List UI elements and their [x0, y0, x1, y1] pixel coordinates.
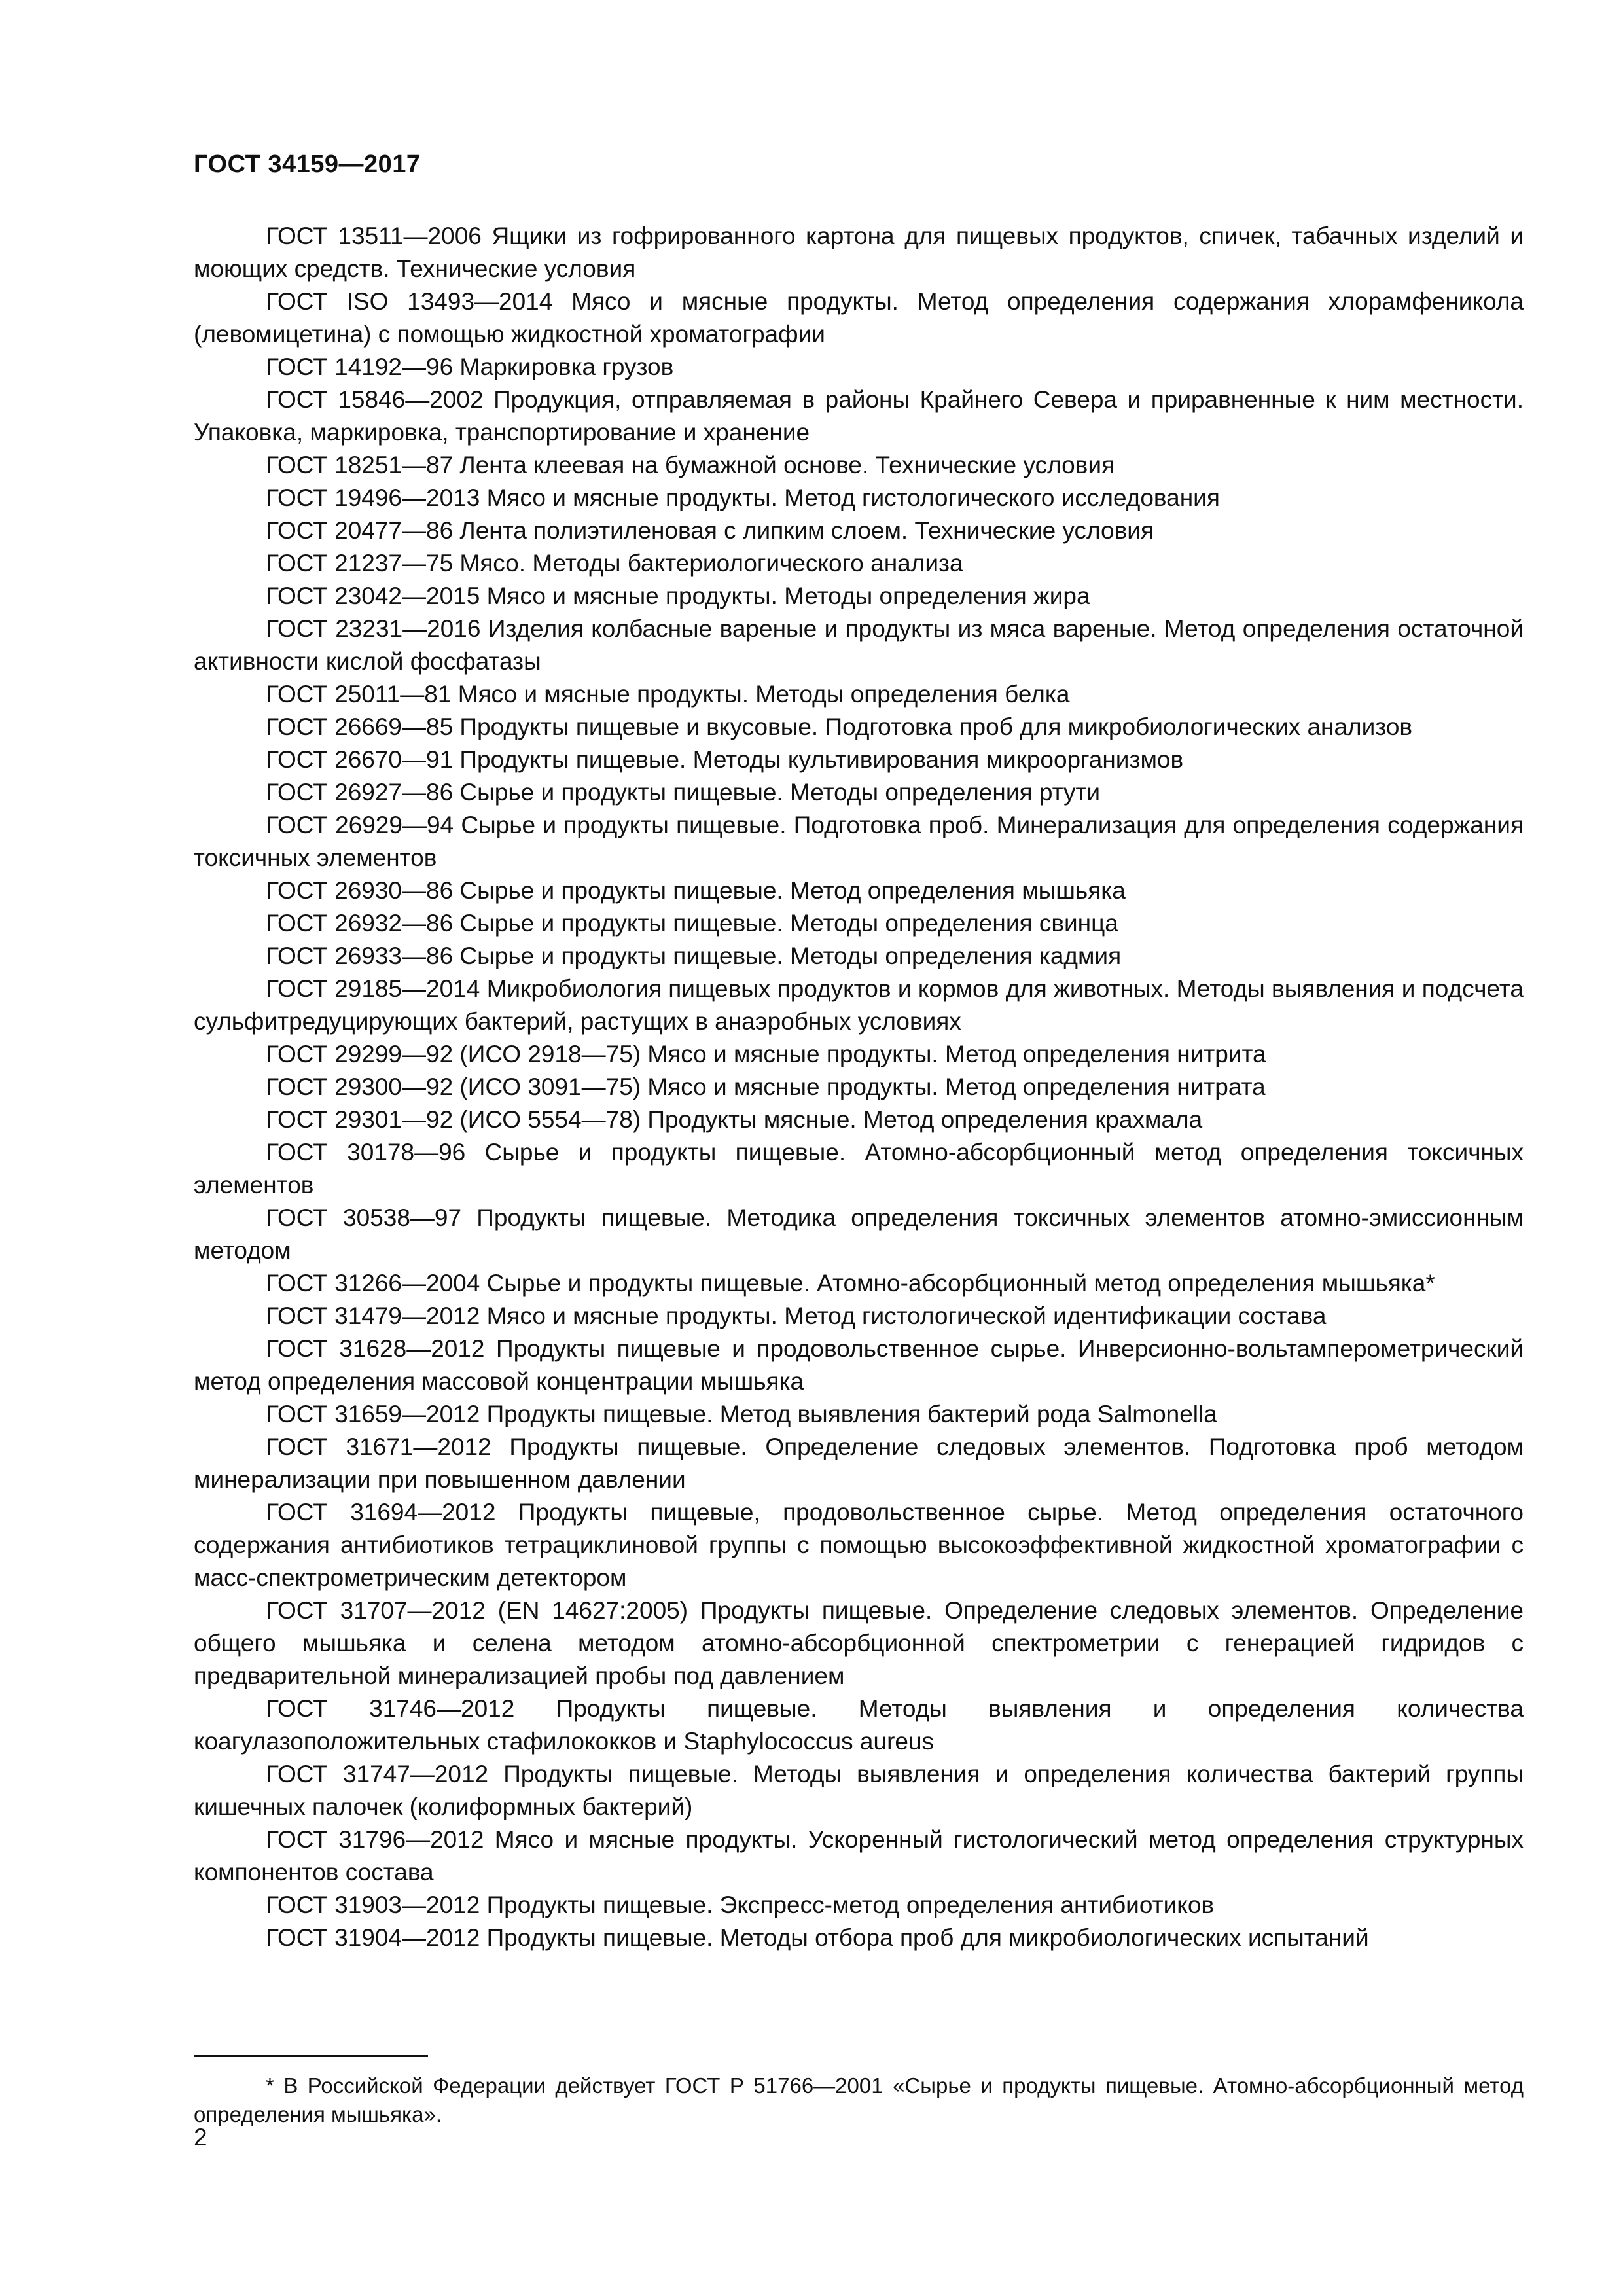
reference-item: ГОСТ 31694—2012 Продукты пищевые, продовольственное сырье. Метод определения остаточного содержания антибиотиков тетрациклиновой группы с помощью высокоэффективной жидкостной хроматографии с масс-спектрометрическим детектором	[194, 1499, 1524, 1591]
footnote-divider	[194, 2055, 428, 2057]
reference-item: ГОСТ 13511—2006 Ящики из гофрированного картона для пищевых продуктов, спичек, табачных изделий и моющих средств. Технические условия	[194, 223, 1524, 282]
reference-item: ГОСТ 26930—86 Сырье и продукты пищевые. Метод определения мышьяка	[266, 877, 1126, 904]
footnote: * В Российской Федерации действует ГОСТ Р 51766—2001 «Сырье и продукты пищевые. Атомно-абсорбционный метод определения мышьяка».	[194, 2073, 1524, 2126]
reference-item: ГОСТ 25011—81 Мясо и мясные продукты. Методы определения белка	[266, 681, 1070, 708]
reference-item: ГОСТ 29299—92 (ИСО 2918—75) Мясо и мясные продукты. Метод определения нитрита	[266, 1041, 1266, 1067]
reference-item: ГОСТ 26933—86 Сырье и продукты пищевые. Методы определения кадмия	[266, 942, 1122, 969]
reference-item: ГОСТ 23231—2016 Изделия колбасные вареные и продукты из мяса вареные. Метод определения остаточной активности кислой фосфатазы	[194, 615, 1524, 675]
reference-item: ГОСТ 15846—2002 Продукция, отправляемая в районы Крайнего Севера и приравненные к ним местности. Упаковка, маркировка, транспортирование и хранение	[194, 386, 1524, 446]
reference-item: ГОСТ 31266—2004 Сырье и продукты пищевые. Атомно-абсорбционный метод определения мышьяка*	[266, 1270, 1435, 1297]
document-header: ГОСТ 34159—2017	[194, 151, 421, 178]
reference-item: ГОСТ 31796—2012 Мясо и мясные продукты. Ускоренный гистологический метод определения структурных компонентов состава	[194, 1826, 1524, 1886]
reference-item: ГОСТ 31628—2012 Продукты пищевые и продовольственное сырье. Инверсионно-вольтамперометрический метод определения массовой концентрации мышьяка	[194, 1335, 1524, 1395]
normative-references	[194, 220, 1524, 1954]
reference-item: ГОСТ 31904—2012 Продукты пищевые. Методы отбора проб для микробиологических испытаний	[266, 1924, 1369, 1951]
reference-item: ГОСТ 30538—97 Продукты пищевые. Методика определения токсичных элементов атомно-эмиссионным методом	[194, 1204, 1524, 1264]
reference-item: ГОСТ 29301—92 (ИСО 5554—78) Продукты мясные. Метод определения крахмала	[266, 1106, 1203, 1133]
reference-item: ГОСТ 14192—96 Маркировка грузов	[266, 353, 674, 380]
reference-item: ГОСТ 31903—2012 Продукты пищевые. Экспресс-метод определения антибиотиков	[266, 1892, 1215, 1918]
reference-item: ГОСТ 29300—92 (ИСО 3091—75) Мясо и мясные продукты. Метод определения нитрата	[266, 1073, 1266, 1100]
reference-item: ГОСТ 18251—87 Лента клеевая на бумажной основе. Технические условия	[266, 452, 1115, 478]
reference-item: ГОСТ 31659—2012 Продукты пищевые. Метод выявления бактерий рода Salmonella	[266, 1401, 1217, 1427]
reference-item: ГОСТ 26932—86 Сырье и продукты пищевые. Методы определения свинца	[266, 910, 1118, 937]
page-number: 2	[194, 2124, 207, 2151]
reference-item: ГОСТ 31747—2012 Продукты пищевые. Методы выявления и определения количества бактерий группы кишечных палочек (колиформных бактерий)	[194, 1761, 1524, 1820]
reference-item: ГОСТ 26927—86 Сырье и продукты пищевые. Методы определения ртути	[266, 779, 1101, 806]
reference-item: ГОСТ 30178—96 Сырье и продукты пищевые. Атомно-абсорбционный метод определения токсичных элементов	[194, 1139, 1524, 1198]
reference-item: ГОСТ 19496—2013 Мясо и мясные продукты. Метод гистологического исследования	[266, 484, 1220, 511]
reference-item: ГОСТ 29185—2014 Микробиология пищевых продуктов и кормов для животных. Методы выявления и подсчета сульфитредуцирующих бактерий, растущих в анаэробных условиях	[194, 975, 1524, 1035]
reference-item: ГОСТ 31746—2012 Продукты пищевые. Методы выявления и определения количества коагулазоположительных стафилококков и Staphylococcus aureus	[194, 1695, 1524, 1755]
reference-item: ГОСТ 31479—2012 Мясо и мясные продукты. Метод гистологической идентификации состава	[266, 1302, 1327, 1329]
reference-item: ГОСТ 31707—2012 (EN 14627:2005) Продукты пищевые. Определение следовых элементов. Определение общего мышьяка и селена методом атомно-абсорбционной спектрометрии с генерацией гидридов с предварительной минерализацией пробы под давлением	[194, 1597, 1524, 1689]
reference-item: ГОСТ 26670—91 Продукты пищевые. Методы культивирования микроорганизмов	[266, 746, 1184, 773]
reference-item: ГОСТ 23042—2015 Мясо и мясные продукты. Методы определения жира	[266, 583, 1090, 609]
reference-item: ГОСТ 31671—2012 Продукты пищевые. Определение следовых элементов. Подготовка проб методом минерализации при повышенном давлении	[194, 1433, 1524, 1493]
reference-item: ГОСТ ISO 13493—2014 Мясо и мясные продукты. Метод определения содержания хлорамфеникола (левомицетина) с помощью жидкостной хроматографии	[194, 288, 1524, 348]
reference-item: ГОСТ 21237—75 Мясо. Методы бактериологического анализа	[266, 550, 963, 577]
reference-item: ГОСТ 20477—86 Лента полиэтиленовая с липким слоем. Технические условия	[266, 517, 1154, 544]
reference-item: ГОСТ 26929—94 Сырье и продукты пищевые. Подготовка проб. Минерализация для определения содержания токсичных элементов	[194, 812, 1524, 871]
reference-item: ГОСТ 26669—85 Продукты пищевые и вкусовые. Подготовка проб для микробиологических анализов	[266, 713, 1413, 740]
